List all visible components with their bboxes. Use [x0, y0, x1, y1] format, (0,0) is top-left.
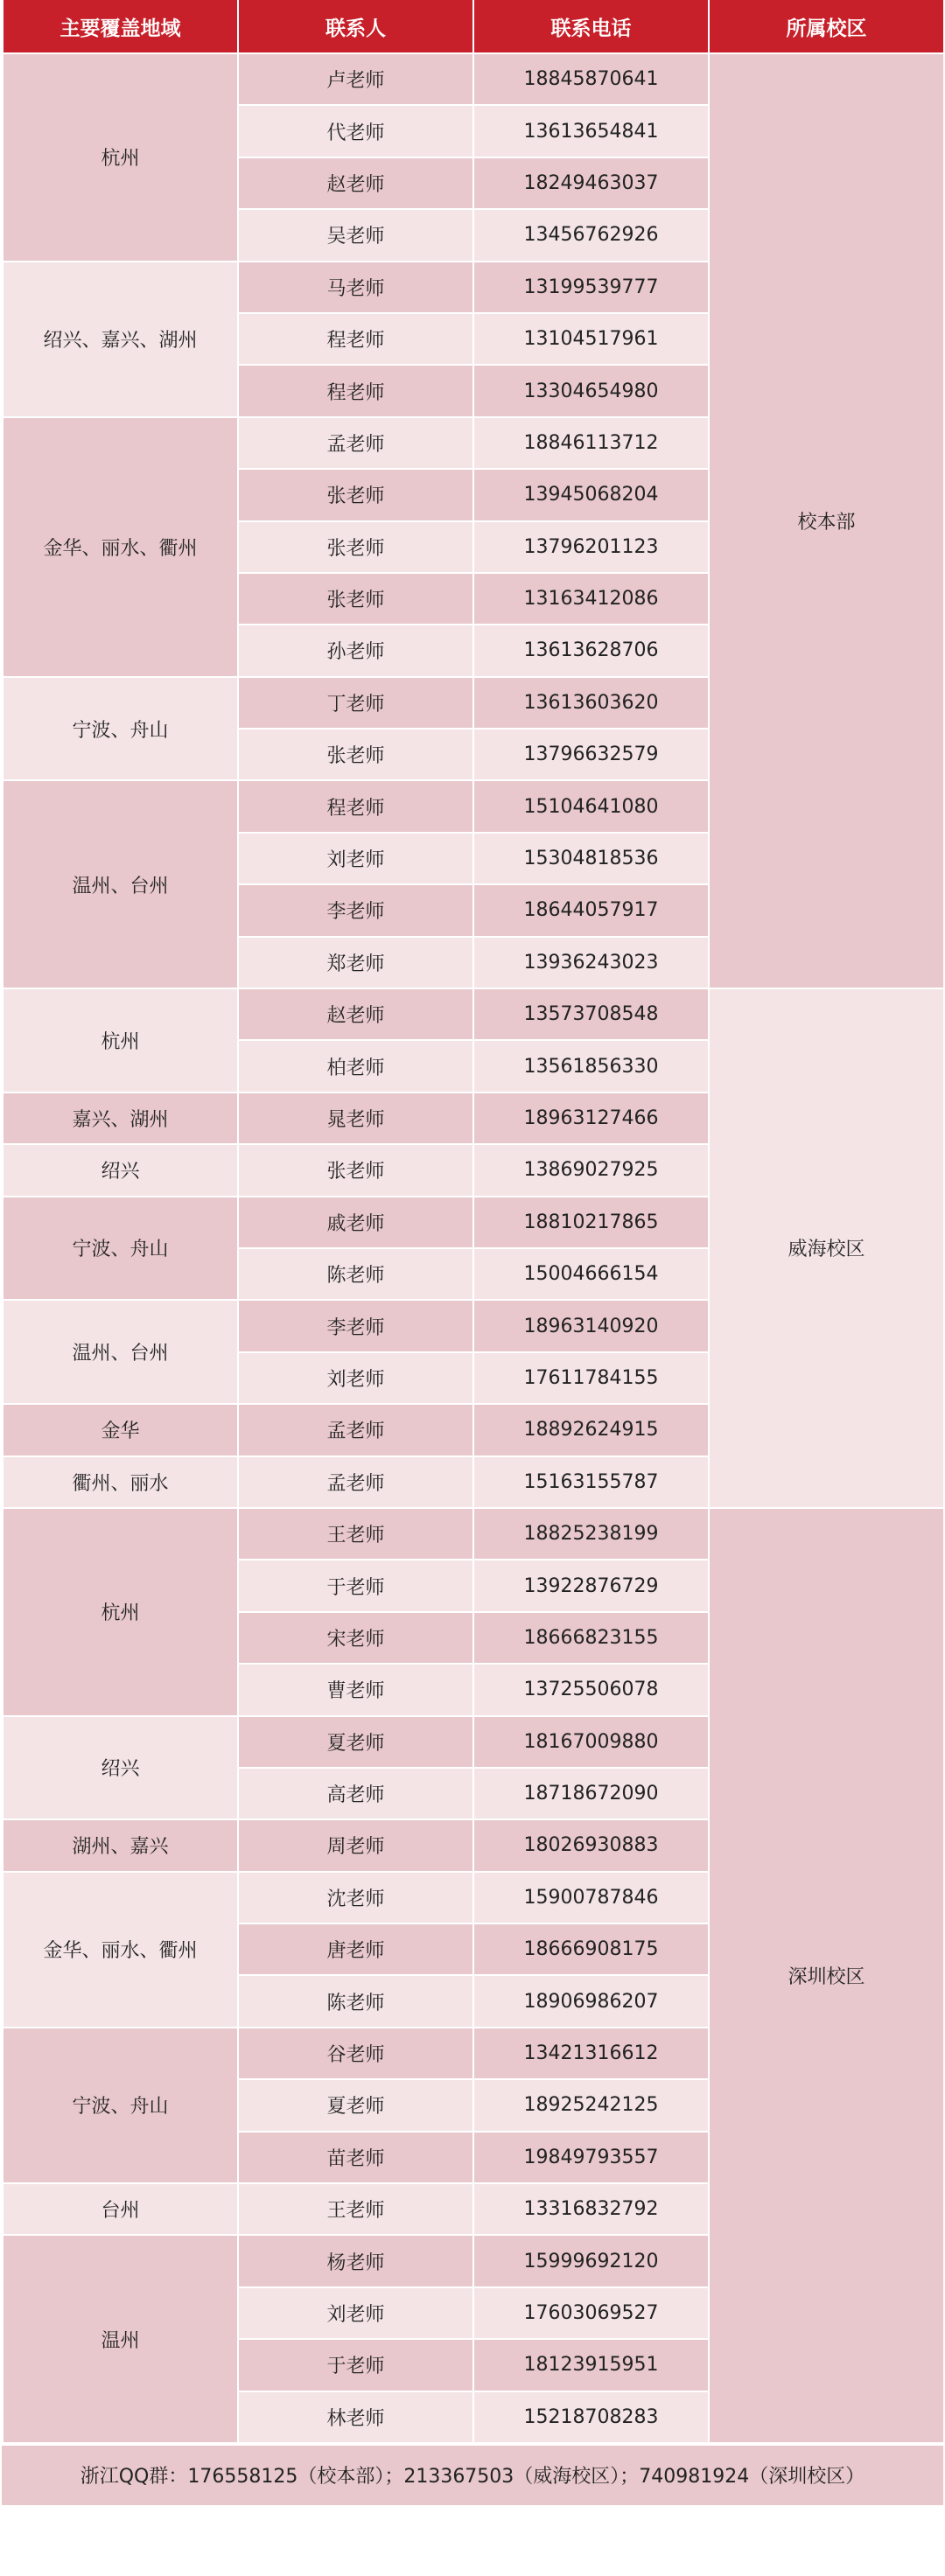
contact-phone-cell: 13573708548 — [473, 988, 709, 1040]
contact-name-cell: 王老师 — [238, 1508, 473, 1560]
contact-name-cell: 马老师 — [238, 262, 473, 313]
contacts-table — [2, 0, 945, 2444]
contact-phone-cell: 18249463037 — [473, 157, 709, 209]
contact-phone-cell: 18906986207 — [473, 1975, 709, 2027]
contact-phone-cell: 13796632579 — [473, 729, 709, 780]
contact-phone-cell: 13304654980 — [473, 365, 709, 416]
contact-name-cell: 程老师 — [238, 313, 473, 365]
contact-phone-cell: 17611784155 — [473, 1352, 709, 1404]
contact-name-cell: 林老师 — [238, 2391, 473, 2443]
contact-phone-cell: 13456762926 — [473, 209, 709, 261]
contact-name-cell: 柏老师 — [238, 1040, 473, 1092]
contact-name-cell: 刘老师 — [238, 833, 473, 884]
contact-name-cell: 郑老师 — [238, 937, 473, 988]
campus-cell: 校本部 — [709, 53, 944, 988]
region-cell: 杭州 — [3, 53, 238, 262]
contact-name-cell: 程老师 — [238, 365, 473, 416]
contact-name-cell: 张老师 — [238, 573, 473, 625]
contact-name-cell: 苗老师 — [238, 2132, 473, 2183]
contact-phone-cell: 18123915951 — [473, 2339, 709, 2391]
footer-text: 浙江QQ群：176558125（校本部）；213367503（威海校区）；740981924（深圳校区） — [80, 2466, 865, 2489]
contact-phone-cell: 13561856330 — [473, 1040, 709, 1092]
contact-name-cell: 赵老师 — [238, 988, 473, 1040]
contact-name-cell: 周老师 — [238, 1819, 473, 1871]
contact-name-cell: 丁老师 — [238, 677, 473, 729]
contact-phone-cell: 13421316612 — [473, 2028, 709, 2079]
contact-name-cell: 曹老师 — [238, 1664, 473, 1715]
contact-name-cell: 刘老师 — [238, 2287, 473, 2339]
contact-phone-cell: 13613603620 — [473, 677, 709, 729]
table-row — [3, 988, 944, 1040]
header-campus: 所属校区 — [709, 0, 944, 53]
contact-phone-cell: 15218708283 — [473, 2391, 709, 2443]
region-cell: 金华、丽水、衢州 — [3, 417, 238, 677]
contact-phone-cell: 18666823155 — [473, 1612, 709, 1664]
region-cell: 绍兴 — [3, 1144, 238, 1196]
contact-phone-cell: 13936243023 — [473, 937, 709, 988]
contact-phone-cell: 18925242125 — [473, 2079, 709, 2131]
contact-name-cell: 孟老师 — [238, 1456, 473, 1508]
contact-name-cell: 戚老师 — [238, 1197, 473, 1248]
region-cell: 台州 — [3, 2183, 238, 2235]
contact-phone-cell: 18845870641 — [473, 53, 709, 105]
contact-phone-cell: 13613654841 — [473, 105, 709, 157]
region-cell: 宁波、舟山 — [3, 1197, 238, 1301]
contact-phone-cell: 18825238199 — [473, 1508, 709, 1560]
contact-phone-cell: 18963140920 — [473, 1300, 709, 1351]
contact-name-cell: 夏老师 — [238, 1716, 473, 1768]
contact-phone-cell: 13869027925 — [473, 1144, 709, 1196]
region-cell: 宁波、舟山 — [3, 677, 238, 781]
campus-cell: 威海校区 — [709, 988, 944, 1508]
contact-name-cell: 张老师 — [238, 469, 473, 520]
contact-phone-cell: 15999692120 — [473, 2235, 709, 2286]
contact-name-cell: 于老师 — [238, 2339, 473, 2391]
region-cell: 金华 — [3, 1404, 238, 1456]
contact-name-cell: 夏老师 — [238, 2079, 473, 2131]
contact-name-cell: 张老师 — [238, 521, 473, 573]
header-phone: 联系电话 — [473, 0, 709, 53]
region-cell: 衢州、丽水 — [3, 1456, 238, 1508]
header-region: 主要覆盖地域 — [3, 0, 238, 53]
region-cell: 温州 — [3, 2235, 238, 2443]
contact-phone-cell: 17603069527 — [473, 2287, 709, 2339]
contact-phone-cell: 13104517961 — [473, 313, 709, 365]
region-cell: 杭州 — [3, 1508, 238, 1716]
contact-phone-cell: 13613628706 — [473, 625, 709, 676]
region-cell: 湖州、嘉兴 — [3, 1819, 238, 1871]
contact-phone-cell: 18892624915 — [473, 1404, 709, 1456]
contact-phone-cell: 15304818536 — [473, 833, 709, 884]
contact-phone-cell: 13725506078 — [473, 1664, 709, 1715]
region-cell: 绍兴 — [3, 1716, 238, 1820]
contact-name-cell: 杨老师 — [238, 2235, 473, 2286]
contact-phone-cell: 13796201123 — [473, 521, 709, 573]
contact-name-cell: 卢老师 — [238, 53, 473, 105]
region-cell: 绍兴、嘉兴、湖州 — [3, 262, 238, 417]
contact-name-cell: 吴老师 — [238, 209, 473, 261]
contact-name-cell: 高老师 — [238, 1768, 473, 1819]
contact-phone-cell: 18167009880 — [473, 1716, 709, 1768]
contact-phone-cell: 13316832792 — [473, 2183, 709, 2235]
contact-name-cell: 唐老师 — [238, 1923, 473, 1975]
header-contact: 联系人 — [238, 0, 473, 53]
contact-phone-cell: 15104641080 — [473, 780, 709, 832]
contact-name-cell: 张老师 — [238, 1144, 473, 1196]
region-cell: 宁波、舟山 — [3, 2028, 238, 2183]
contact-phone-cell: 15004666154 — [473, 1248, 709, 1300]
contact-name-cell: 孟老师 — [238, 417, 473, 469]
contact-name-cell: 晁老师 — [238, 1093, 473, 1144]
table-row — [3, 1508, 944, 1560]
contact-name-cell: 王老师 — [238, 2183, 473, 2235]
table-body — [3, 53, 944, 2443]
contact-phone-cell: 13163412086 — [473, 573, 709, 625]
contact-phone-cell: 13945068204 — [473, 469, 709, 520]
campus-cell: 深圳校区 — [709, 1508, 944, 2443]
contact-phone-cell: 18718672090 — [473, 1768, 709, 1819]
contact-phone-cell: 18026930883 — [473, 1819, 709, 1871]
contact-name-cell: 张老师 — [238, 729, 473, 780]
region-cell: 嘉兴、湖州 — [3, 1093, 238, 1144]
contact-name-cell: 谷老师 — [238, 2028, 473, 2079]
region-cell: 金华、丽水、衢州 — [3, 1872, 238, 2028]
contact-name-cell: 陈老师 — [238, 1975, 473, 2027]
contact-phone-cell: 19849793557 — [473, 2132, 709, 2183]
contact-name-cell: 赵老师 — [238, 157, 473, 209]
contact-name-cell: 刘老师 — [238, 1352, 473, 1404]
contact-phone-cell: 13922876729 — [473, 1560, 709, 1611]
contact-name-cell: 孟老师 — [238, 1404, 473, 1456]
contact-name-cell: 孙老师 — [238, 625, 473, 676]
contact-phone-cell: 13199539777 — [473, 262, 709, 313]
contact-phone-cell: 18963127466 — [473, 1093, 709, 1144]
region-cell: 温州、台州 — [3, 1300, 238, 1404]
contact-phone-cell: 15163155787 — [473, 1456, 709, 1508]
contact-name-cell: 于老师 — [238, 1560, 473, 1611]
contact-name-cell: 程老师 — [238, 780, 473, 832]
contact-name-cell: 代老师 — [238, 105, 473, 157]
table-row — [3, 53, 944, 105]
contact-name-cell: 陈老师 — [238, 1248, 473, 1300]
contact-phone-cell: 18810217865 — [473, 1197, 709, 1248]
qq-group-footer — [2, 2444, 943, 2505]
table-header-row — [3, 0, 944, 53]
contact-name-cell: 李老师 — [238, 1300, 473, 1351]
contact-phone-cell: 18666908175 — [473, 1923, 709, 1975]
contact-name-cell: 沈老师 — [238, 1872, 473, 1923]
contact-name-cell: 李老师 — [238, 884, 473, 936]
region-cell: 杭州 — [3, 988, 238, 1093]
contact-name-cell: 宋老师 — [238, 1612, 473, 1664]
contact-phone-cell: 18644057917 — [473, 884, 709, 936]
contact-phone-cell: 18846113712 — [473, 417, 709, 469]
region-cell: 温州、台州 — [3, 780, 238, 988]
contact-phone-cell: 15900787846 — [473, 1872, 709, 1923]
